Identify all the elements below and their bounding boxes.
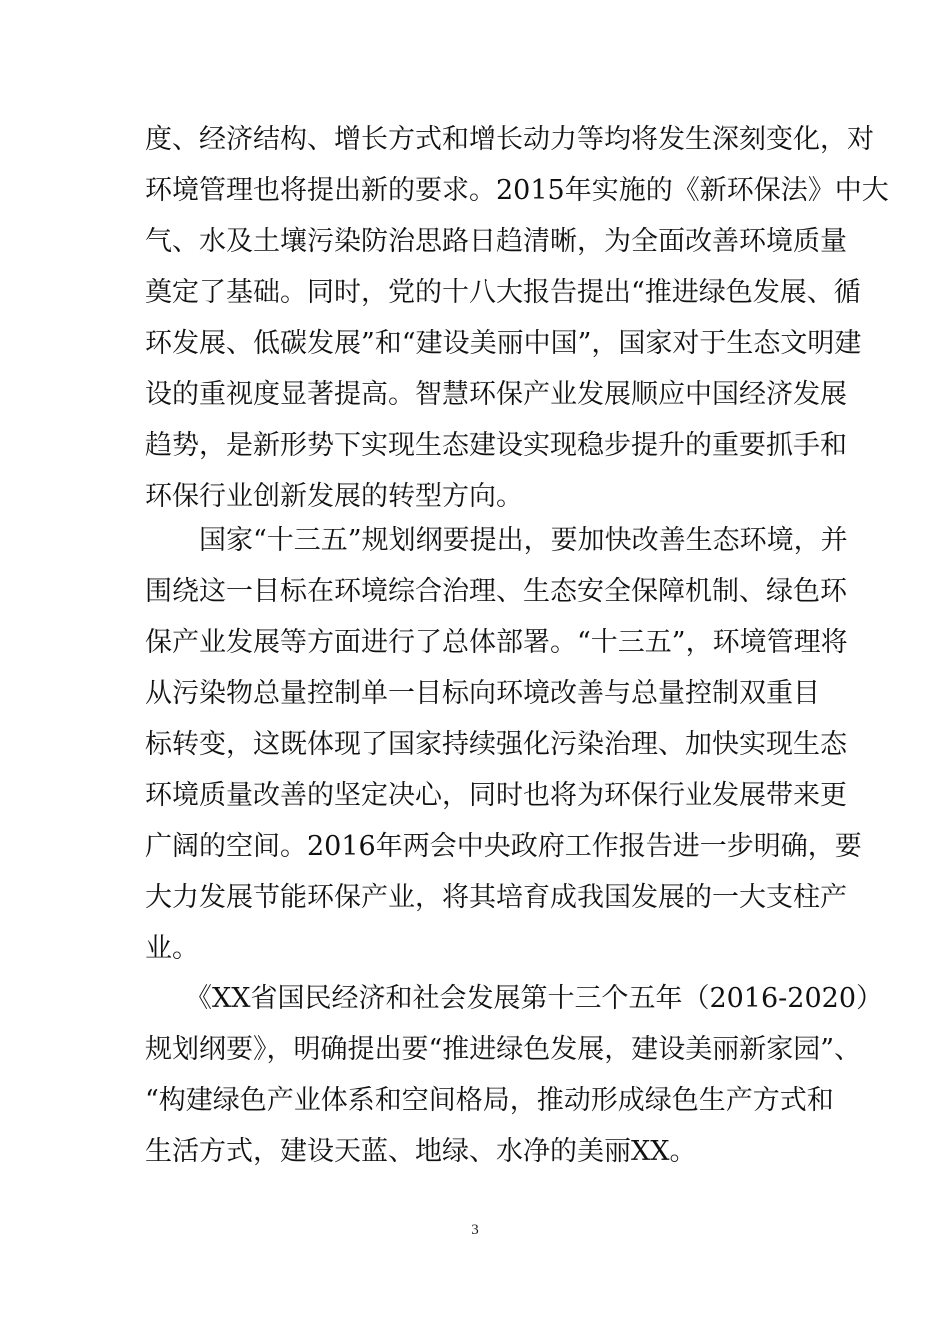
paragraph-line: 环保行业创新发展的转型方向。	[145, 481, 523, 512]
paragraph-line: 保产业发展等方面进行了总体部署。“十三五”，环境管理将	[145, 627, 848, 658]
paragraph-line: 环境质量改善的坚定决心，同时也将为环保行业发展带来更	[145, 780, 847, 811]
paragraph-line: 趋势，是新形势下实现生态建设实现稳步提升的重要抓手和	[145, 430, 847, 461]
paragraph-line: “构建绿色产业体系和空间格局，推动形成绿色生产方式和	[145, 1085, 834, 1116]
paragraph-line: 围绕这一目标在环境综合治理、生态安全保障机制、绿色环	[145, 576, 847, 607]
paragraph-line: 《XX省国民经济和社会发展第十三个五年（2016-2020）	[185, 983, 883, 1014]
paragraph-line: 从污染物总量控制单一目标向环境改善与总量控制双重目	[145, 678, 820, 709]
paragraph-line: 环发展、低碳发展”和“建设美丽中国”，国家对于生态文明建	[145, 328, 862, 359]
paragraph-line: 大力发展节能环保产业，将其培育成我国发展的一大支柱产	[145, 882, 847, 913]
paragraph-line: 设的重视度显著提高。智慧环保产业发展顺应中国经济发展	[145, 379, 847, 410]
paragraph-line: 奠定了基础。同时，党的十八大报告提出“推进绿色发展、循	[145, 277, 861, 308]
paragraph-line: 广阔的空间。2016年两会中央政府工作报告进一步明确，要	[145, 831, 862, 862]
paragraph-line: 环境管理也将提出新的要求。2015年实施的《新环保法》中大	[145, 175, 889, 206]
paragraph-2	[145, 515, 862, 974]
paragraph-line: 规划纲要》，明确提出要“推进绿色发展，建设美丽新家园”、	[145, 1034, 862, 1065]
paragraph-line: 生活方式，建设天蓝、地绿、水净的美丽XX。	[145, 1136, 697, 1167]
paragraph-1	[145, 114, 889, 522]
paragraph-line: 国家“十三五”规划纲要提出，要加快改善生态环境，并	[199, 525, 848, 556]
paragraph-line: 标转变，这既体现了国家持续强化污染治理、加快实现生态	[145, 729, 847, 760]
paragraph-3	[145, 973, 883, 1177]
paragraph-line: 业。	[145, 933, 199, 964]
paragraph-line: 度、经济结构、增长方式和增长动力等均将发生深刻变化，对	[145, 124, 874, 155]
page-number: 3	[471, 1222, 479, 1238]
paragraph-line: 气、水及土壤污染防治思路日趋清晰，为全面改善环境质量	[145, 226, 847, 257]
